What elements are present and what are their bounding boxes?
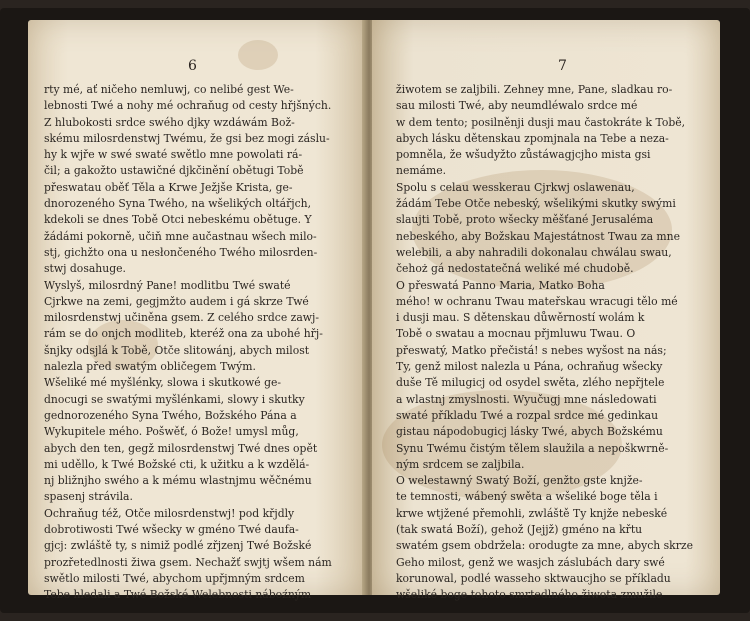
text-line: hy k wjře w swé swaté swětlo mne powolati rá- <box>44 148 303 162</box>
text-line: O přeswatá Panno Maria, Matko Boha <box>396 278 605 292</box>
text-line: žiwotem se zaljbili. Zehney mne, Pane, sladkau ro- <box>396 83 673 96</box>
text-line: krwe wtjžené přemohli, zwláště Ty knjže nebeské <box>396 506 668 520</box>
left-page-number: 6 <box>188 58 197 74</box>
text-line: ným srdcem se zaljbila. <box>396 457 525 471</box>
text-line: gednorozeného Syna Twého, Božského Pána a <box>44 408 297 422</box>
text-line: dobrotiwosti Twé wšecky w gméno Twé daufa- <box>44 523 299 537</box>
text-line: Tebe hledali a Twé Božské Welebnosti náboźným <box>44 588 312 602</box>
text-line: gistau nápodobugicj lásky Twé, abych Božskému <box>396 425 663 439</box>
text-line: Synu Twému čistým tělem slaužila a nepoškwrně- <box>396 441 669 455</box>
text-line: Wykupitele mého. Pošwěť, ó Bože! umysl můg, <box>44 425 299 439</box>
text-line: welebili, a aby nahradili dokonalau chwálau swau, <box>396 245 672 259</box>
text-line: mi uděllo, k Twé Božské cti, k užitku a k wzdělá- <box>44 457 310 471</box>
text-line: skému milosrdenstwj Twému, že gsi bez mogi záslu- <box>44 131 330 145</box>
text-line: abych lásku dětenskau zpomjnala na Tebe a neza- <box>396 131 669 145</box>
text-line: Ty, genž milost nalezla u Pána, ochraňug wšecky <box>396 360 663 374</box>
text-line: (tak swatá Boží), gehož (Jejjž) gméno na křtu <box>396 523 643 537</box>
text-line: Spolu s celau wesskerau Cjrkwj oslawenau, <box>396 180 635 194</box>
text-line: swatém gsem obdržela: orodugte za mne, abych skrze <box>396 539 693 553</box>
left-page-text <box>44 82 350 604</box>
text-line: nemáme. <box>396 164 447 178</box>
text-line: a wlastnj zmyslnosti. Wyučugj mne následowati <box>396 392 657 406</box>
text-line: te temnosti, wábený swěta a wšeliké boge těla i <box>396 490 658 504</box>
text-line: swaté příkladu Twé a rozpal srdce mé gedinkau <box>396 408 659 422</box>
text-line: sau milosti Twé, aby neumdléwalo srdce mé <box>396 99 638 113</box>
text-line: swětlo milosti Twé, abychom upřjmným srdcem <box>44 571 305 585</box>
right-page <box>372 20 720 602</box>
text-line: mého! w ochranu Twau mateřskau wracugi tělo mé <box>396 294 678 308</box>
text-line: pomněla, že wšudyžto zůstáwagjcjho mista gsi <box>396 148 651 162</box>
text-line: prozřetedlnosti žiwa gsem. Nechažť swjtj wšem nám <box>44 555 332 569</box>
text-line: lebnosti Twé a nohy mé ochraňug od cesty hřjšných. <box>44 99 332 113</box>
text-line: gjcj: zwláště ty, s nimiž podlé zřjzenj Twé Božské <box>44 539 312 553</box>
text-line: čil; a gakožto ustawičné djkčinění obětugi Tobě <box>44 164 304 178</box>
text-line: Z hlubokosti srdce swého djky wzdáwám Bož- <box>44 115 295 129</box>
text-line: abych den ten, gegž milosrdenstwj Twé dnes opět <box>44 441 318 455</box>
text-line: nalezla před swatým obličegem Twým. <box>44 360 256 374</box>
text-line: Ochraňug též, Otče milosrdenstwj! pod křjdly <box>44 506 295 520</box>
text-line: přeswatý, Matko přečistá! s nebes wyšost na nás; <box>396 343 667 357</box>
text-line: duše Tě milugicj od osydel swěta, zlého nepřjtele <box>396 376 665 390</box>
text-line: nj bližnjho swého a k mému wlastnjmu wěčnému <box>44 474 312 488</box>
text-line: nebeského, aby Božskau Majestátnost Twau za mne <box>396 229 681 243</box>
text-line: spasenj strávila. <box>44 490 133 504</box>
text-line: stj, gichžto ona u nesłončeného Twého milosrden- <box>44 245 318 259</box>
text-line: i dusji mau. S dětenskau důwěrností wolám k <box>396 311 645 325</box>
text-line: milosrdenstwj učiněna gsem. Z celého srdce zawj- <box>44 311 320 325</box>
text-line: w dem tento; posilněnji dusji mau častokráte k Tobě, <box>396 115 686 129</box>
text-line: O welestawný Swatý Boží, genžto gste knjže- <box>396 474 643 488</box>
text-line: rám se do onjch modliteb, kteréž ona za ubohé hřj- <box>44 327 323 341</box>
text-line: slaujti Tobě, proto wšecky měšťané Jerusaléma <box>396 213 654 227</box>
text-line: stwj dosahuge. <box>44 262 126 276</box>
text-line: dnocugi se swatými myšlénkami, slowy i skutky <box>44 392 305 406</box>
text-line: Wyslyš, milosrdný Pane! modlitbu Twé swaté <box>44 278 291 292</box>
text-line: žádámi pokorně, učiň mne aučastnau wšech milo- <box>44 229 317 243</box>
text-line: žádám Tebe Otče nebeský, wšelikými skutky swými <box>396 197 676 211</box>
text-line: kdekoli se dnes Tobě Otci nebeskému obětuge. Y <box>44 213 312 227</box>
text-line: korunowal, podlé wasseho sktwaucjho se příkladu <box>396 571 671 585</box>
text-line: čehoż gá nedostatečná weliké mé chudobě. <box>396 262 634 276</box>
text-line: rty mé, ať ničeho nemluwj, co nelibé gest We- <box>44 83 294 96</box>
text-line: přeswatau oběť Těla a Krwe Ježjše Krista, ge- <box>44 180 293 194</box>
text-line: Tobě o swatau a mocnau přjmluwu Twau. O <box>396 327 636 341</box>
text-line: Cjrkwe na zemi, gegjmžto audem i gá skrze Twé <box>44 294 309 308</box>
text-line: wšeliké boge tohoto smrtedlného žiwota zmužile <box>396 588 663 602</box>
text-line: dnorozeného Syna Twého, na wšelikých oltářjch, <box>44 197 312 211</box>
text-line: šnjky odsjlá k Tobě, Otče slitowánj, abych milost <box>44 343 310 357</box>
right-page-text <box>396 82 704 604</box>
text-line: Wšeliké mé myšlénky, slowa i skutkowé ge- <box>44 376 282 390</box>
right-page-number: 7 <box>558 58 567 74</box>
left-page <box>28 20 366 602</box>
text-line: Geho milost, genž we wasjch záslubách dary swé <box>396 555 665 569</box>
